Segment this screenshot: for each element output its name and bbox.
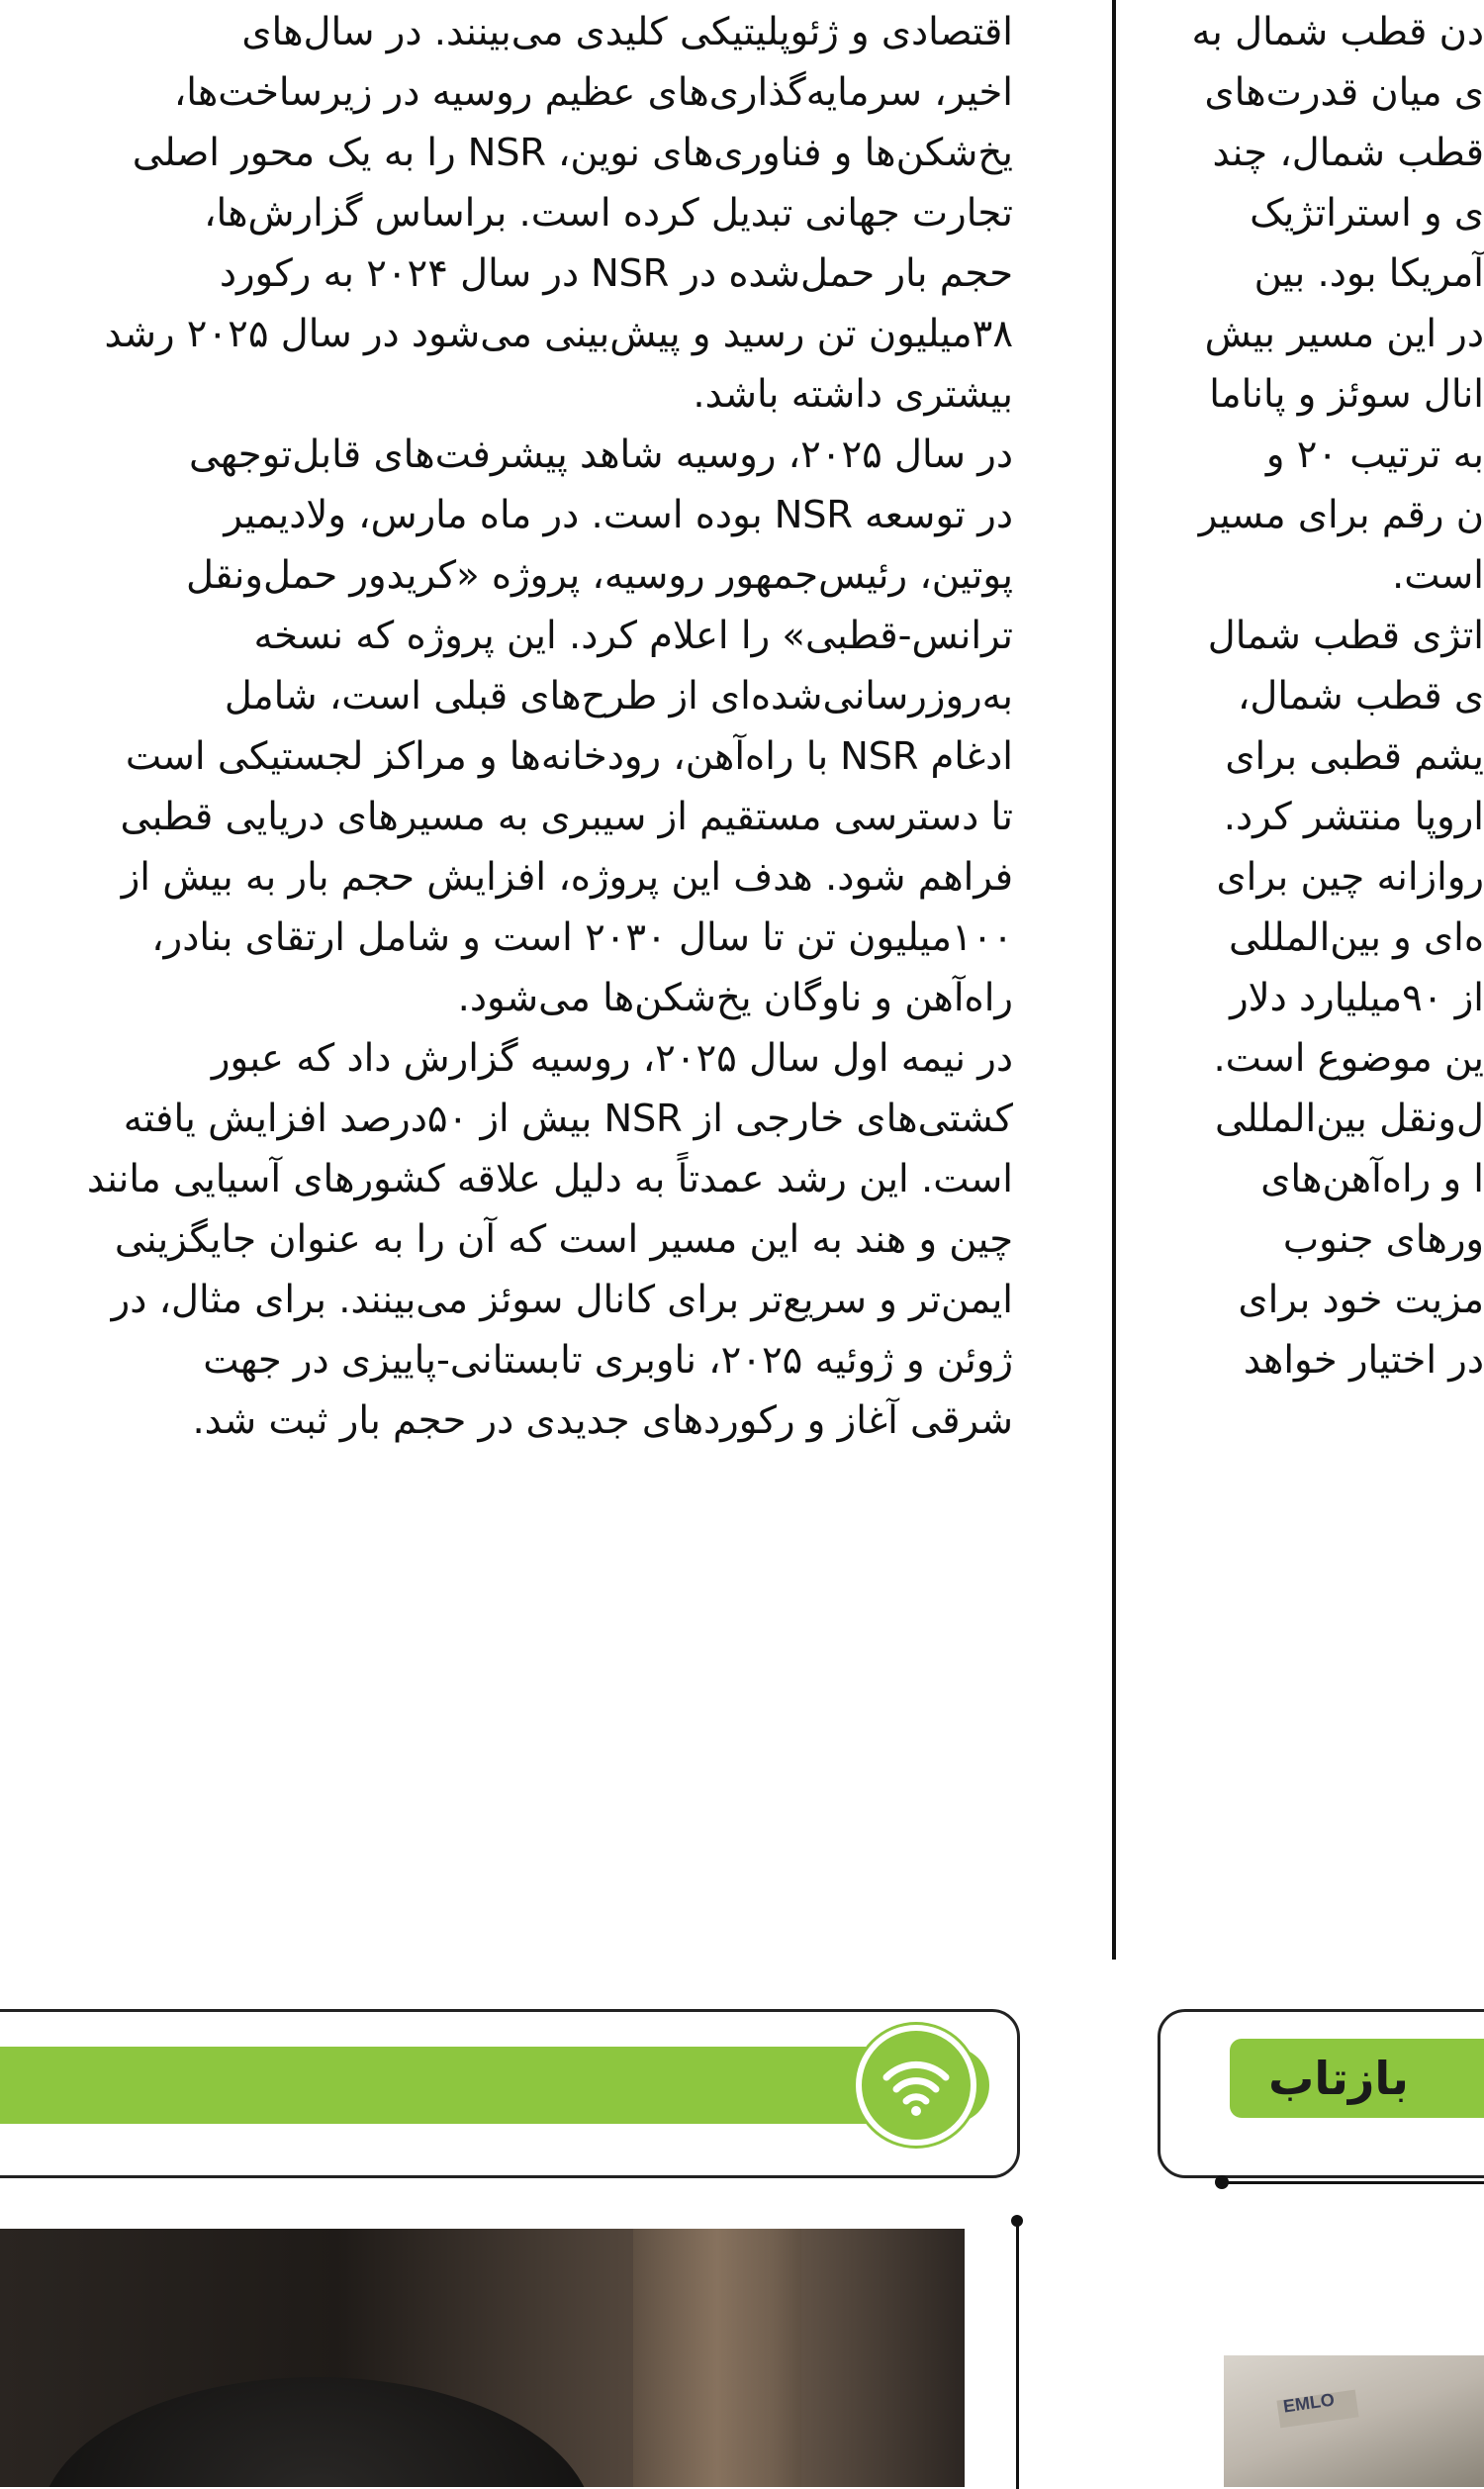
- text-line: ترانس-قطبی» را اعلام کرد. این پروژه که نسخه: [253, 614, 1013, 658]
- text-line: ه‌ای و بین‌المللی: [1229, 915, 1484, 960]
- text-line: در اختیار خواهد: [1243, 1338, 1484, 1383]
- text-line: یشم قطبی برای: [1225, 734, 1484, 779]
- paragraph: [0, 2, 1013, 425]
- text-line: دن قطب شمال به: [1191, 10, 1484, 54]
- text-line: ن رقم برای مسیر: [1198, 493, 1484, 537]
- wifi-icon: [879, 2048, 954, 2123]
- text-line: ی میان قدرت‌های: [1204, 70, 1484, 115]
- article-photo: [1224, 2355, 1484, 2487]
- text-line: است.: [1392, 553, 1484, 598]
- text-line: در توسعه NSR بوده است. در ماه مارس، ولادیمیر: [224, 493, 1013, 537]
- text-line: ۱۰۰میلیون تن تا سال ۲۰۳۰ است و شامل ارتقای بنادر،: [151, 915, 1013, 960]
- text-line: فراهم شود. هدف این پروژه، افزایش حجم بار به بیش از: [121, 855, 1013, 900]
- text-line: اقتصادی و ژئوپلیتیکی کلیدی می‌بینند. در سال‌های: [241, 10, 1013, 54]
- text-line: ادغام NSR با راه‌آهن، رودخانه‌ها و مراکز لجستیکی است: [125, 734, 1013, 779]
- text-line: مزیت خود برای: [1238, 1278, 1484, 1322]
- wifi-badge: [856, 2025, 976, 2146]
- text-line: راه‌آهن و ناوگان یخ‌شکن‌ها می‌شود.: [457, 976, 1013, 1020]
- photo-highlight: [633, 2229, 801, 2487]
- paragraph: [0, 425, 1013, 1028]
- text-line: قطب شمال، چند: [1212, 131, 1484, 175]
- side-article-column: [1146, 2, 1484, 1390]
- text-line: از ۹۰میلیارد دلار: [1230, 976, 1484, 1020]
- text-line: ی قطب شمال،: [1237, 674, 1484, 718]
- text-line: در نیمه اول سال ۲۰۲۵، روسیه گزارش داد که عبور: [211, 1036, 1013, 1081]
- main-article-column: [0, 2, 1013, 1451]
- text-line: ا و راه‌آهن‌های: [1260, 1157, 1484, 1201]
- text-line: است. این رشد عمدتاً به دلیل علاقه کشورهای آسیایی مانند: [86, 1157, 1013, 1201]
- section-title: بازتاب: [1268, 2052, 1409, 2105]
- text-line: حجم بار حمل‌شده در NSR در سال ۲۰۲۴ به رکورد: [219, 251, 1013, 296]
- text-line: ۳۸میلیون تن رسید و پیش‌بینی می‌شود در سال ۲۰۲۵ رشد: [104, 312, 1013, 356]
- photo-subject: [40, 2377, 594, 2487]
- text-line: ی و استراتژیک: [1250, 191, 1484, 236]
- text-line: انال سوئز و پاناما: [1209, 372, 1484, 417]
- text-line: تا دسترسی مستقیم از سیبری به مسیرهای دریایی قطبی: [120, 795, 1013, 839]
- article-photo: [0, 2229, 965, 2487]
- text-line: چین و هند به این مسیر است که آن را به عنوان جایگزینی: [114, 1217, 1013, 1262]
- photo-sign-text: EMLO: [1281, 2389, 1337, 2417]
- text-line: در سال ۲۰۲۵، روسیه شاهد پیشرفت‌های قابل‌توجهی: [188, 432, 1013, 477]
- horizontal-rule: [1222, 2181, 1484, 2184]
- text-line: بیشتری داشته باشد.: [693, 372, 1013, 417]
- text-line: روازانه چین برای: [1216, 855, 1484, 900]
- text-line: ژوئن و ژوئیه ۲۰۲۵، ناوبری تابستانی-پاییزی در جهت: [203, 1338, 1013, 1383]
- text-line: ین موضوع است.: [1213, 1036, 1484, 1081]
- text-line: ایمن‌تر و سریع‌تر برای کانال سوئز می‌بینند. برای مثال، در: [111, 1278, 1013, 1322]
- text-line: در این مسیر بیش: [1204, 312, 1484, 356]
- text-line: به‌روزرسانی‌شده‌ای از طرح‌های قبلی است، شامل: [224, 674, 1013, 718]
- vertical-rule: [1016, 2222, 1019, 2489]
- text-line: کشتی‌های خارجی از NSR بیش از ۵۰درصد افزایش یافته: [123, 1097, 1013, 1141]
- text-line: به ترتیب ۲۰ و: [1265, 432, 1484, 477]
- paragraph: [0, 1028, 1013, 1451]
- text-line: اروپا منتشر کرد.: [1223, 795, 1484, 839]
- paragraph: [1146, 2, 1484, 1390]
- column-divider: [1112, 0, 1116, 1960]
- text-line: آمریکا بود. بین: [1253, 251, 1484, 296]
- section-header-bar: [0, 2047, 989, 2124]
- text-line: اتژی قطب شمال: [1207, 614, 1484, 658]
- text-line: پوتین، رئیس‌جمهور روسیه، پروژه «کریدور حمل‌ونقل: [186, 553, 1013, 598]
- text-line: ل‌ونقل بین‌المللی: [1214, 1097, 1484, 1141]
- text-line: اخیر، سرمایه‌گذاری‌های عظیم روسیه در زیرساخت‌ها،: [173, 70, 1013, 115]
- text-line: ورهای جنوب: [1282, 1217, 1484, 1262]
- text-line: تجارت جهانی تبدیل کرده است. براساس گزارش‌ها،: [204, 191, 1013, 236]
- text-line: شرقی آغاز و رکوردهای جدیدی در حجم بار ثبت شد.: [192, 1398, 1013, 1443]
- text-line: یخ‌شکن‌ها و فناوری‌های نوین، NSR را به یک محور اصلی: [132, 131, 1013, 175]
